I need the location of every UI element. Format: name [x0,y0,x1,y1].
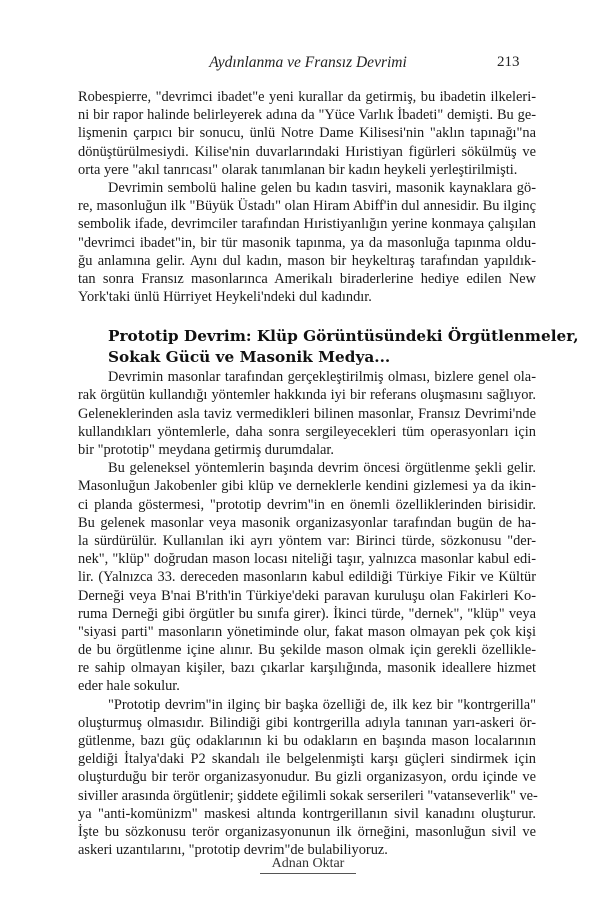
text-line: York'taki ünlü Hürriyet Heykeli'ndeki dul kadındır. [78,289,372,306]
text-line: Devrimin sembolü haline gelen bu kadın tasviri, masonik kaynaklara gö- [108,179,536,196]
text-line: la sürdürülür. Kullanılan iki ayrı yöntem var: Birinci türde, sözkonusu "der- [78,532,536,549]
text-line: askeri uzantılarını, "prototip devrim"de bulabiliyoruz. [78,842,388,859]
text-line: tan sonra Fransız masonlarınca Amerikalı biraderlerine hediye edilen New [78,270,536,287]
text-line: nek", "klüp" doğrudan mason locası niteliği taşır, yalnızca masonlar kabul edi- [78,551,536,568]
text-line: Devrimin masonlar tarafından gerçekleştirilmiş olması, bizlere genel ola- [108,369,536,386]
body-text [78,88,579,859]
text-line: dönüştürülmesiydi. Kilise'nin duvarlarındaki Hıristiyan figürleri sökülmüş ve [78,143,536,160]
text-line: rak örgütün kullandığı yöntemler hakkında iyi bir referans oluşmasını sağlıyor. [78,387,536,404]
text-line: Bu gelenek masonlar veya masonik organizasyonlar tarafından bugün de ha- [78,514,536,531]
text-line: de bu örgütlenme içine alınır. Bu şekilde mason olmak için gerekli özellikle- [78,642,536,659]
text-line: Robespierre, "devrimci ibadet"e yeni kurallar da getirmiş, bu ibadetin ilkeleri- [78,89,536,105]
text-line: eder hale sokulur. [78,678,180,695]
text-line: re sahip olmayan kişiler, bazı çıkarlar karşılığında, masonik ideallere hizmet [78,660,536,677]
section-heading [78,326,579,368]
text-line: "siyasi parti" masonların yönetiminde olur, fakat mason olmayan pek çok kişi [78,623,536,640]
paragraph [78,179,536,306]
text-line: sembolik ifade, devrimciler tarafından Hıristiyanlığın yerine konmaya çalışılan [78,216,536,233]
text-line: Bu geleneksel yöntemlerin başında devrim öncesi örgütlenme şekli gelir. [108,460,536,477]
paragraphs-top [78,88,536,306]
text-line: "Prototip devrim"in ilginç bir başka özelliği de, ilk kez bir "kontrgerilla" [108,696,536,713]
text-line: ruma Derneği gibi örgütler bu sınıfa girer). İkinci türde, "dernek", "klüp" veya [78,605,536,622]
text-line: ya "anti-komünizm" maskesi altında kontrgerillanın sivil kanadını oluşturur. [78,805,536,822]
running-title: Aydınlanma ve Fransız Devrimi [209,54,407,71]
text-line: geldiği İtalya'daki P2 skandalı ile belgelenmişti karşı güçleri sindirmek için [78,751,536,768]
section-heading-line-2: Sokak Gücü ve Masonik Medya... [108,348,391,367]
text-line: İşte bu sözkonusu terör organizasyonunun ilk örneğini, masonluğun sivil ve [78,823,536,840]
text-line: ğu anlamına gelir. Aynı dul kadın, mason bir heykeltıraş tarafından yapıldık- [78,252,536,269]
paragraph [78,696,536,860]
text-line: "devrimci ibadet"in, bir tür masonik tapınma, ya da masonluğa tapınma oldu- [78,234,536,251]
text-line: ci planda göstermesi, "prototip devrim"in en önemli özelliklerinden birisidir. [78,496,536,513]
text-line: oluşturduğu bir terör organizasyonudur. Bu gizli organizasyon, ordu içinde ve [78,769,536,786]
text-line: siviller arasında örgütlenir; şiddete eğilimli sokak serserileri "vatanseverlik" ve- [78,787,538,804]
paragraph [78,368,536,459]
text-line: Masonluğun Jakobenler gibi klüp ve derneklerle kendini gizlemesi ya da ikin- [78,478,536,495]
running-header [0,54,616,74]
text-line: Geleneklerinden asla taviz vermedikleri bilinen masonlar, Fransız Devrimi'nde [78,405,536,422]
text-line: oluşturmuş olmasıdır. Bilindiği gibi kontrgerilla adıyla tanınan yarı-askeri ör- [78,714,536,731]
text-line: re, masonluğun ilk "Büyük Üstadı" olan Hiram Abiff'in dul annesidir. Bu ilginç [78,198,536,215]
text-line: gütlenme, bazı güç odaklarının ki bu odakların en başında mason localarının [78,733,536,749]
paragraph [78,88,536,179]
text-line: bir "prototip" meydana getirmiş durumdalar. [78,442,334,458]
footer [0,852,616,874]
page-number: 213 [497,54,520,70]
paragraphs-bottom [78,368,536,859]
text-line: lişmenin çarpıcı bir sonucu, ünlü Notre Dame Kilisesi'nin "aklın tapınağı"na [78,125,536,142]
text-line: Derneği veya B'nai B'rith'in Türkiye'deki paravan kuruluşu olan Fakirleri Ko- [78,587,536,604]
text-line: lir. (Yalnızca 33. dereceden masonların kabul edildiği Türkiye Fikir ve Kültür [78,569,536,586]
section-heading-line-1: Prototip Devrim: Klüp Görüntüsündeki Örgütlenmeler, [108,327,579,346]
paragraph [78,459,536,695]
text-line: kullandıkları yöntemlerle, daha sonra sergileyecekleri tüm operasyonları için [78,423,536,440]
text-line: ni bir rapor halinde belirleyerek adına da "Yüce Varlık İbadeti" demişti. Bu ge- [78,107,536,124]
footer-author: Adnan Oktar [260,856,357,874]
text-line: orta yere "akıl tanrıcası" olarak tanımlanan bir kadın heykeli yerleştirilmişti. [78,161,518,178]
